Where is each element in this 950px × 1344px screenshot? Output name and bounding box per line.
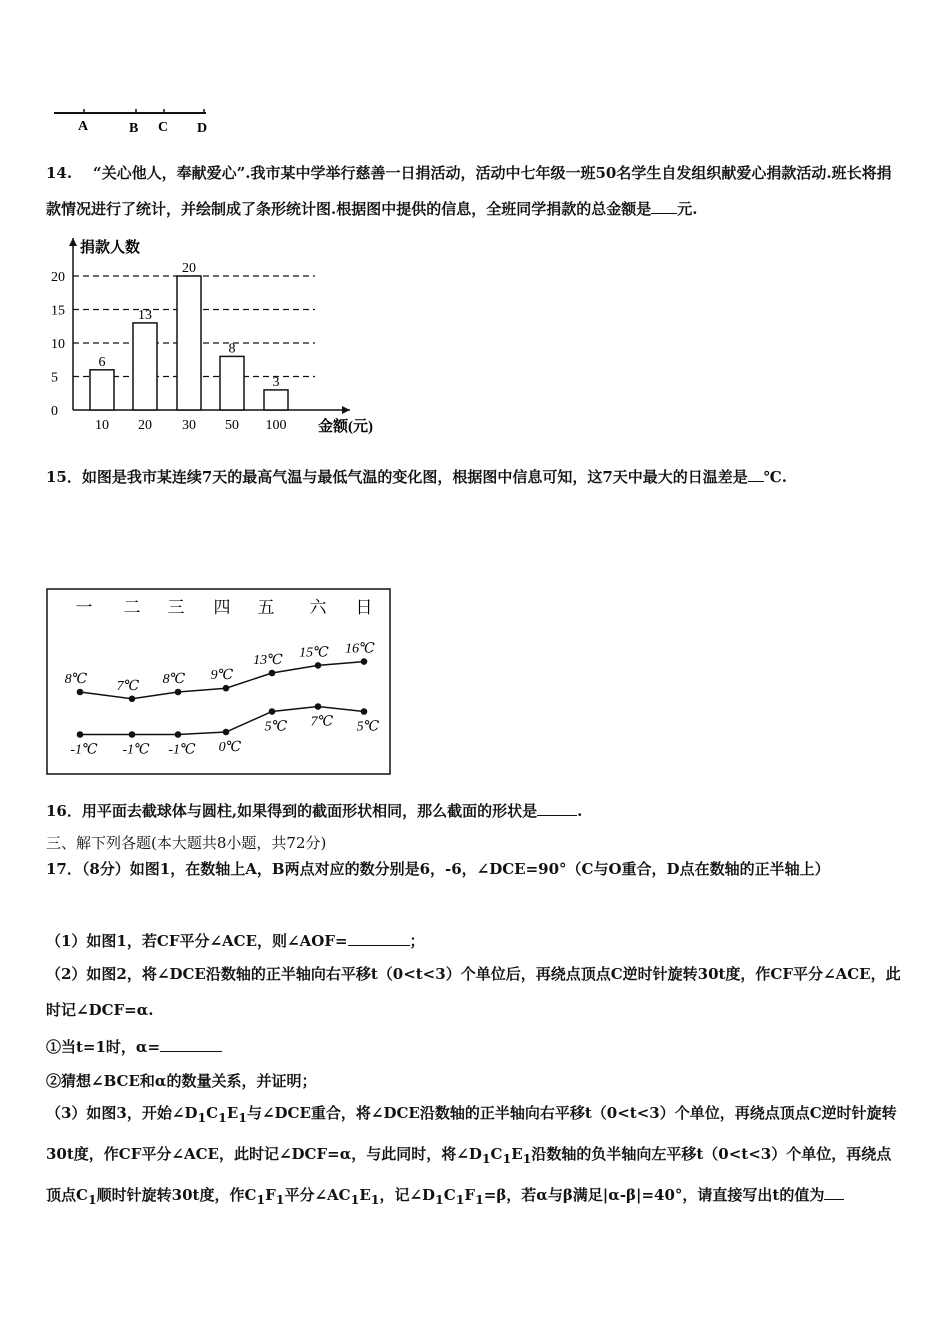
q15-answer-blank (748, 467, 764, 482)
high-temp-label: 13℃ (253, 653, 283, 668)
chart-bar-50 (220, 356, 244, 410)
high-temp-point (175, 689, 182, 696)
low-temp-label: -1℃ (70, 742, 98, 758)
high-temp-label: 7℃ (116, 678, 140, 694)
low-temp-label: 0℃ (218, 740, 242, 755)
chart-ylabel: 捐款人数 (80, 240, 141, 256)
q14-text: “关心他人，奉献爱心”.我市某中学举行慈善一日捐活动，活动中七年级一班50名学生自发组织献爱心捐款活动.班长将捐款情况进行了统计，并绘制成了条形统计图.根据图中提供的信息，全班同学捐款的总金额是 (46, 164, 892, 218)
q17-p3-answer-blank (824, 1185, 844, 1200)
high-temp-label: 9℃ (210, 668, 234, 684)
high-temp-label: 16℃ (345, 641, 375, 657)
question-16: 16．用平面去截球体与圆柱,如果得到的截面形状相同，那么截面的形状是 . (46, 802, 583, 820)
temp-day-label: 五 (257, 598, 275, 617)
chart-ytick-label: 20 (51, 270, 65, 285)
question-17-part-1: （1）如图1，若CF平分∠ACE，则∠AOF= ； (46, 932, 425, 950)
low-temp-point (129, 731, 136, 738)
question-17-part-2b: ②猜想∠BCE和α的数量关系，并证明； (46, 1072, 317, 1090)
chart-xtick-label: 30 (182, 418, 196, 433)
temp-day-label: 一 (75, 598, 93, 617)
high-temp-point (129, 696, 136, 703)
temp-day-label: 六 (309, 598, 327, 617)
question-14: 14. “关心他人，奉献爱心”.我市某中学举行慈善一日捐活动，活动中七年级一班50名学生自发组织献爱心捐款活动.班长将捐款情况进行了统计，并绘制成了条形统计图.根据图中提供的信息，全班同学捐款的总金额是 元. (46, 164, 892, 218)
chart-ytick-label: 10 (51, 337, 65, 352)
chart-data-label: 20 (182, 261, 196, 276)
low-temp-point (361, 708, 368, 715)
low-temp-point (269, 708, 276, 715)
low-temp-label: -1℃ (168, 742, 196, 758)
temperature-chart (46, 588, 392, 776)
chart-xtick-label: 10 (95, 418, 109, 433)
question-17-part-3: （3）如图3，开始$\angle D_1C_1E_1$与∠DCE重合，将∠DCE沿数轴的正半轴向右平移t（0<t<3）个单位，再绕点顶点C逆时针旋转30t度，作CF平分∠ACE，此时记∠DCF=α，与此同时，将$\angle D_1C_1E_1$沿数轴的负半轴向左平移t（0<t<3）个单位，再绕点顶点$C_1$顺时针旋转30t度，作$C_1F_1$平分$\angle AC_1E_1$，记$\angle D_1C_1F_1=\beta$，若α与β满足|α-β|=40°，请直接写出t的值为 (46, 1104, 897, 1207)
number-line-figure (40, 100, 240, 140)
high-temp-point (315, 662, 322, 669)
temp-day-label: 日 (355, 598, 373, 617)
temp-day-label: 三 (167, 598, 185, 617)
chart-bar-100 (264, 390, 288, 410)
section-3-heading: 三、解下列各题(本大题共8小题，共72分) (46, 834, 327, 852)
chart-xtick-label: 100 (265, 418, 287, 433)
high-temp-label: 8℃ (162, 672, 186, 687)
q14-answer-blank (651, 199, 677, 214)
chart-xtick-label: 20 (138, 418, 152, 433)
low-temp-point (223, 729, 230, 736)
chart-ytick-label: 0 (51, 404, 58, 419)
chart-data-label: 3 (272, 374, 280, 390)
q15-text: 15．如图是我市某连续7天的最高气温与最低气温的变化图，根据图中信息可知，这7天中最大的日温差是 (46, 468, 748, 486)
high-temp-point (223, 685, 230, 692)
chart-ytick-label: 5 (51, 370, 58, 386)
low-temp-label: 7℃ (310, 714, 334, 730)
high-temp-point (361, 658, 368, 665)
chart-data-label: 8 (228, 341, 236, 357)
low-temp-point (77, 731, 84, 738)
question-17-intro: 17．（8分）如图1，在数轴上A，B两点对应的数分别是6，-6，∠DCE=90°（C与O重合，D点在数轴的正半轴上） (46, 860, 830, 878)
point-d-label: D (197, 121, 208, 136)
high-temp-label: 8℃ (64, 672, 88, 687)
low-temp-label: -1℃ (122, 742, 150, 758)
chart-bar-20 (133, 323, 157, 410)
chart-data-label: 6 (98, 354, 106, 370)
chart-bar-10 (90, 370, 114, 410)
chart-xtick-label: 50 (225, 418, 239, 433)
chart-data-label: 13 (138, 307, 152, 323)
chart-bar-30 (177, 276, 201, 410)
q17-p1-answer-blank (348, 931, 410, 946)
point-c-label: C (158, 120, 169, 135)
high-temp-point (269, 670, 276, 677)
question-17-part-2: （2）如图2，将∠DCE沿数轴的正半轴向右平移t（0<t<3）个单位后，再绕点顶点C逆时针旋转30t度，作CF平分∠ACE，此时记∠DCF=α. (46, 965, 901, 1019)
chart-xlabel: 金额(元) (318, 419, 373, 435)
q14-number: 14. (46, 164, 73, 182)
point-a-label: A (78, 119, 89, 134)
high-temp-point (77, 689, 84, 696)
chart-ytick-label: 15 (51, 303, 65, 319)
q16-text: 16．用平面去截球体与圆柱,如果得到的截面形状相同，那么截面的形状是 (46, 802, 538, 820)
q16-answer-blank (537, 801, 577, 816)
high-temp-label: 15℃ (299, 645, 329, 661)
temp-day-label: 四 (213, 598, 231, 617)
question-15: 15．如图是我市某连续7天的最高气温与最低气温的变化图，根据图中信息可知，这7天中最大的日温差是 ℃. (46, 468, 787, 486)
temp-day-label: 二 (123, 598, 141, 617)
point-b-label: B (129, 121, 139, 136)
low-temp-label: 5℃ (356, 719, 380, 735)
low-temp-point (175, 731, 182, 738)
q17-p2a-answer-blank (160, 1037, 222, 1052)
donation-bar-chart (40, 230, 400, 440)
low-temp-point (315, 703, 322, 710)
low-temp-label: 5℃ (264, 719, 288, 735)
question-17-part-2a: ①当t=1时，α= (46, 1036, 222, 1057)
